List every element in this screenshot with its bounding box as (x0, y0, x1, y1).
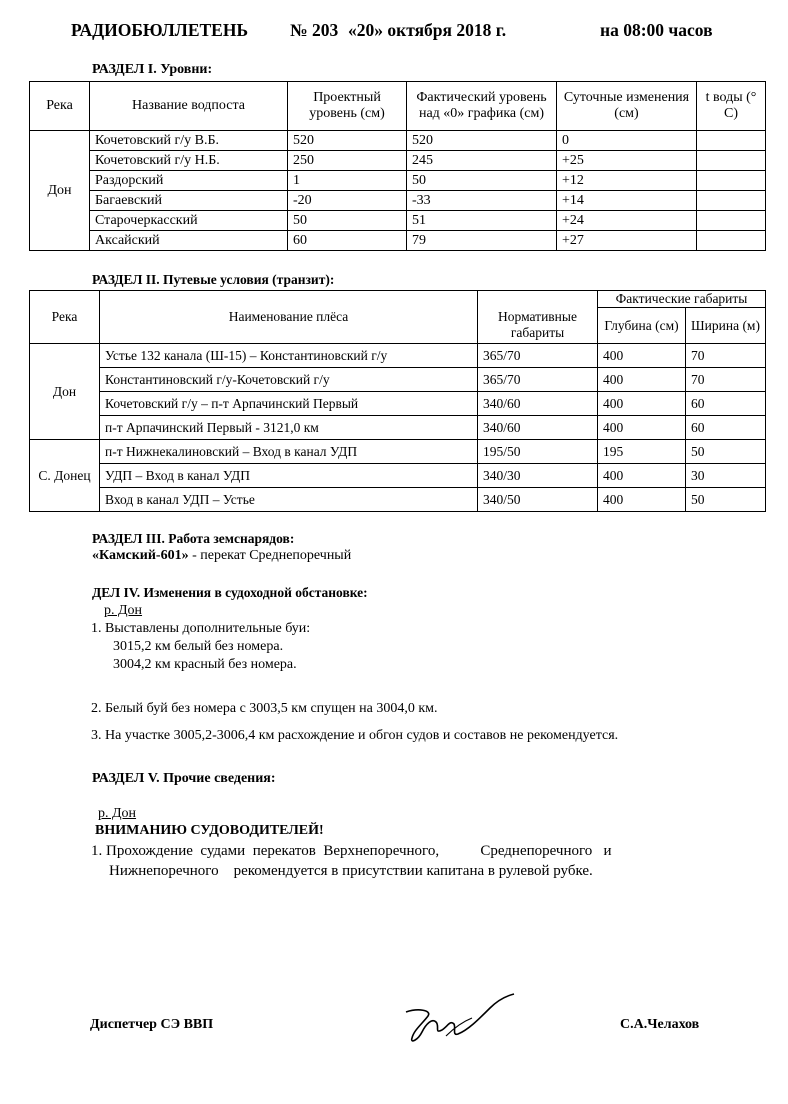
table-row (30, 131, 766, 151)
transit-header-row (30, 291, 766, 308)
post-cell: Багаевский (90, 191, 288, 211)
change-cell: +14 (557, 191, 697, 211)
section4-item1-line2: 3004,2 км красный без номера. (113, 657, 297, 672)
depth-cell: 195 (598, 440, 686, 464)
post-cell: Кочетовский г/у Н.Б. (90, 151, 288, 171)
temp-cell (697, 151, 766, 171)
width-cell: 60 (686, 416, 766, 440)
table-row (30, 211, 766, 231)
river-cell: С. Донец (30, 440, 100, 512)
depth-cell: 400 (598, 416, 686, 440)
table-row (30, 171, 766, 191)
actual-cell: 520 (407, 131, 557, 151)
actual-cell: 245 (407, 151, 557, 171)
width-cell: 70 (686, 368, 766, 392)
post-cell: Аксайский (90, 231, 288, 251)
river-cell: Дон (30, 344, 100, 440)
col-post-name: Название водпоста (90, 82, 288, 131)
col-daily-change: Суточные изменения (см) (557, 82, 697, 131)
col-actual-level: Фактический уровень над «0» графика (см) (407, 82, 557, 131)
levels-header-row (30, 82, 766, 131)
table-row (30, 231, 766, 251)
section5-river: р. Дон (98, 806, 137, 821)
col-normative: Нормативные габариты (478, 291, 598, 344)
section5-item1-line1: 1. Прохождение судами перекатов Верхнепоречного, Среднепоречного и (91, 843, 612, 859)
change-cell: +12 (557, 171, 697, 191)
normative-cell: 340/50 (478, 488, 598, 512)
depth-cell: 400 (598, 392, 686, 416)
temp-cell (697, 191, 766, 211)
design-cell: 520 (288, 131, 407, 151)
table-row (30, 191, 766, 211)
reach-cell: Вход в канал УДП – Устье (100, 488, 478, 512)
normative-cell: 365/70 (478, 368, 598, 392)
col-river: Река (30, 291, 100, 344)
actual-cell: 51 (407, 211, 557, 231)
bulletin-title: РАДИОБЮЛЛЕТЕНЬ (71, 20, 249, 40)
col-water-temp: t воды (° С) (697, 82, 766, 131)
section5-title: РАЗДЕЛ V. Прочие сведения: (92, 771, 276, 786)
normative-cell: 365/70 (478, 344, 598, 368)
design-cell: -20 (288, 191, 407, 211)
dredger-line (92, 548, 351, 564)
levels-table (29, 81, 766, 251)
table-row (30, 368, 766, 392)
reach-cell: п-т Арпачинский Первый - 3121,0 км (100, 416, 478, 440)
normative-cell: 195/50 (478, 440, 598, 464)
signature (398, 990, 523, 1050)
change-cell: +25 (557, 151, 697, 171)
design-cell: 50 (288, 211, 407, 231)
reach-cell: Устье 132 канала (Ш-15) – Константиновский г/у (100, 344, 478, 368)
bulletin-date: «20» октября 2018 г. (348, 20, 507, 40)
change-cell: +24 (557, 211, 697, 231)
table-row (30, 488, 766, 512)
temp-cell (697, 171, 766, 191)
section4-item1: 1. Выставлены дополнительные буи: (91, 621, 311, 636)
post-cell: Старочеркасский (90, 211, 288, 231)
change-cell: 0 (557, 131, 697, 151)
actual-cell: 79 (407, 231, 557, 251)
actual-cell: -33 (407, 191, 557, 211)
river-cell: Дон (30, 131, 90, 251)
section4-item2: 2. Белый буй без номера с 3003,5 км спущен на 3004,0 км. (91, 701, 438, 716)
reach-cell: УДП – Вход в канал УДП (100, 464, 478, 488)
design-cell: 60 (288, 231, 407, 251)
design-cell: 1 (288, 171, 407, 191)
reach-cell: Кочетовский г/у – п-т Арпачинский Первый (100, 392, 478, 416)
design-cell: 250 (288, 151, 407, 171)
bulletin-time: на 08:00 часов (600, 20, 713, 40)
normative-cell: 340/60 (478, 392, 598, 416)
actual-cell: 50 (407, 171, 557, 191)
transit-table (29, 290, 766, 512)
reach-cell: п-т Нижнекалиновский – Вход в канал УДП (100, 440, 478, 464)
col-depth: Глубина (см) (598, 308, 686, 344)
normative-cell: 340/30 (478, 464, 598, 488)
width-cell: 70 (686, 344, 766, 368)
post-cell: Кочетовский г/у В.Б. (90, 131, 288, 151)
signer-name: С.А.Челахов (620, 1017, 700, 1032)
section4-item1-line1: 3015,2 км белый без номера. (113, 639, 284, 654)
dispatcher-title: Диспетчер СЭ ВВП (90, 1017, 214, 1032)
temp-cell (697, 211, 766, 231)
table-row (30, 392, 766, 416)
section4-item3: 3. На участке 3005,2-3006,4 км расхождение и обгон судов и составов не рекомендуется. (91, 728, 619, 743)
table-row (30, 464, 766, 488)
change-cell: +27 (557, 231, 697, 251)
width-cell: 50 (686, 488, 766, 512)
dredger-location: - перекат Среднепоречный (188, 548, 352, 563)
width-cell: 60 (686, 392, 766, 416)
bulletin-number: № 203 (290, 20, 339, 40)
temp-cell (697, 231, 766, 251)
section4-river: р. Дон (104, 603, 143, 618)
table-row (30, 151, 766, 171)
reach-cell: Константиновский г/у-Кочетовский г/у (100, 368, 478, 392)
normative-cell: 340/60 (478, 416, 598, 440)
dredger-name: «Камский-601» (92, 548, 189, 563)
col-actual-group: Фактические габариты (598, 291, 766, 308)
col-reach: Наименование плёса (100, 291, 478, 344)
section3-title: РАЗДЕЛ III. Работа земснарядов: (92, 531, 295, 546)
width-cell: 30 (686, 464, 766, 488)
col-river: Река (30, 82, 90, 131)
section1-title: РАЗДЕЛ I. Уровни: (92, 62, 213, 77)
post-cell: Раздорский (90, 171, 288, 191)
section5-item1-line2: Нижнепоречного рекомендуется в присутствии капитана в рулевой рубке. (109, 863, 593, 879)
depth-cell: 400 (598, 344, 686, 368)
depth-cell: 400 (598, 464, 686, 488)
section4-title: ДЕЛ IV. Изменения в судоходной обстановке: (92, 585, 368, 600)
attention-heading: ВНИМАНИЮ СУДОВОДИТЕЛЕЙ! (95, 823, 324, 838)
section2-title: РАЗДЕЛ II. Путевые условия (транзит): (92, 272, 335, 287)
temp-cell (697, 131, 766, 151)
col-design-level: Проектный уровень (см) (288, 82, 407, 131)
table-row (30, 416, 766, 440)
table-row (30, 440, 766, 464)
table-row (30, 344, 766, 368)
width-cell: 50 (686, 440, 766, 464)
col-width: Ширина (м) (686, 308, 766, 344)
depth-cell: 400 (598, 488, 686, 512)
depth-cell: 400 (598, 368, 686, 392)
